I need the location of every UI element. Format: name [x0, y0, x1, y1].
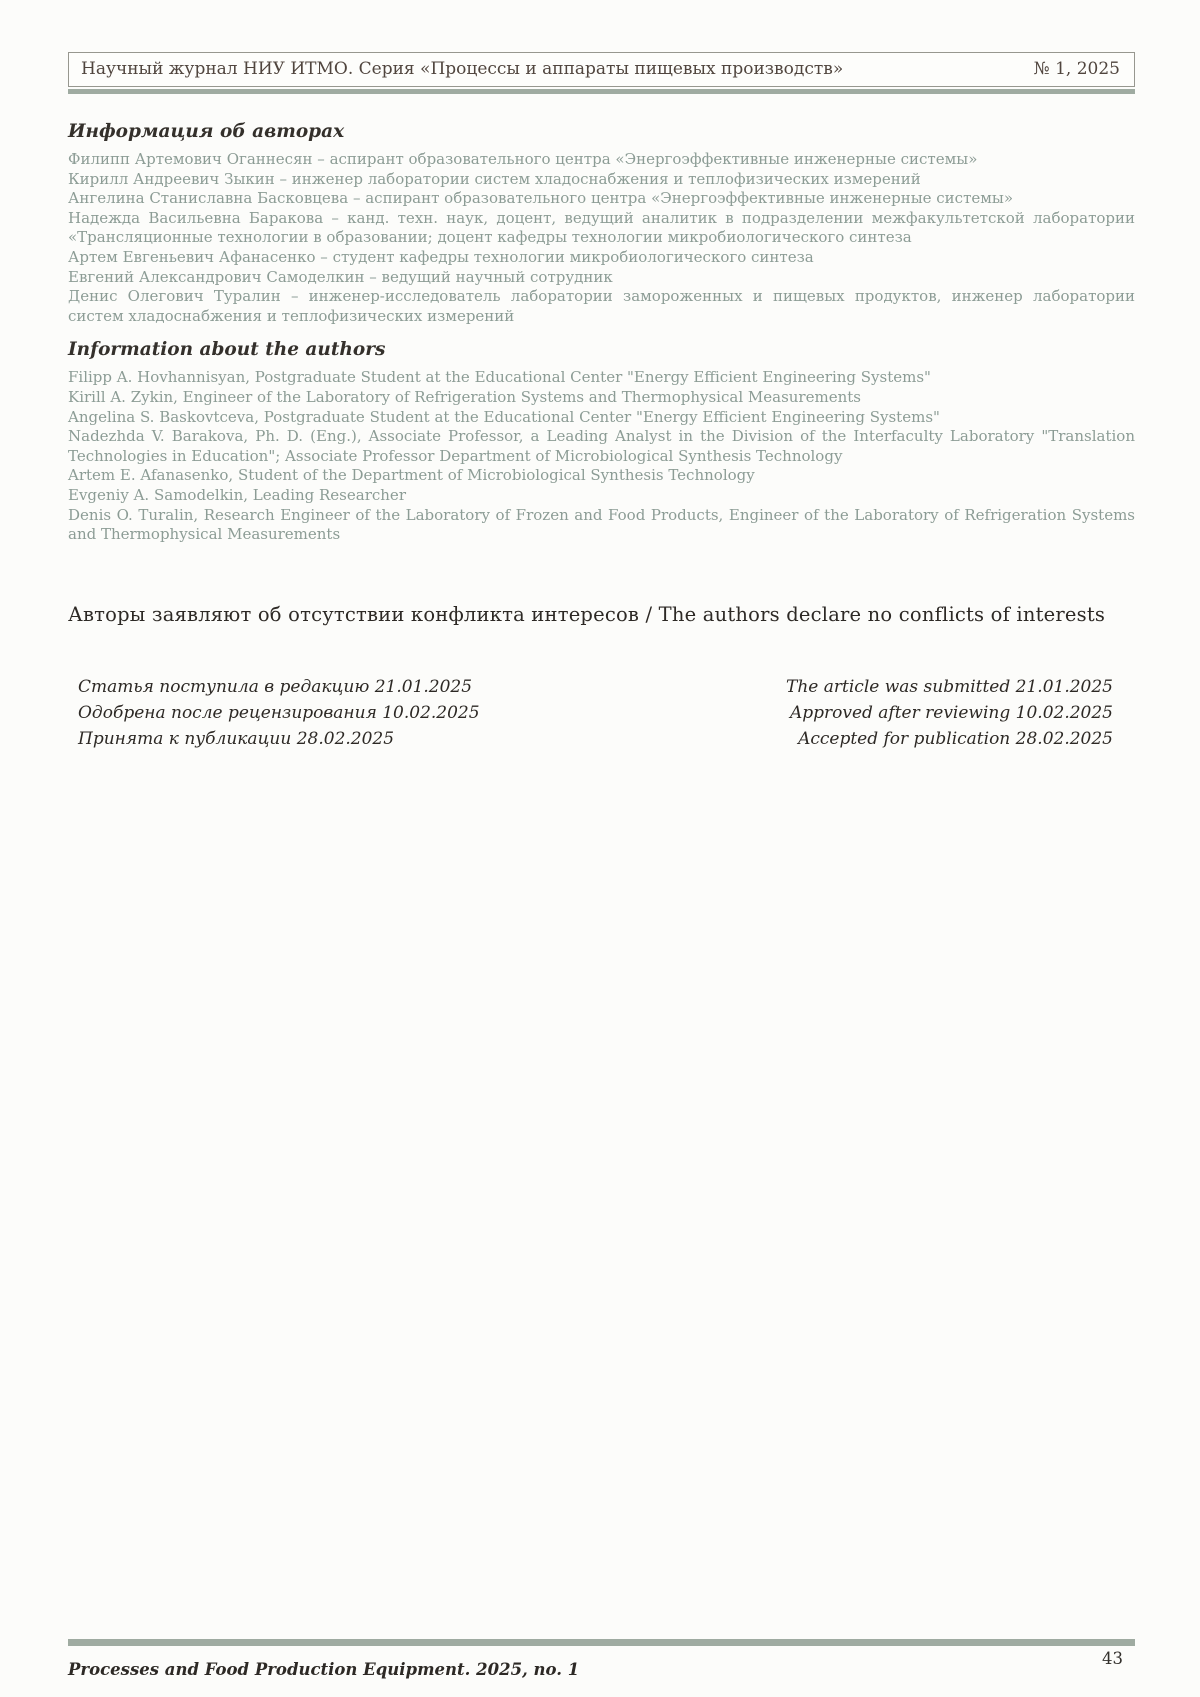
author-entry-ru: Евгений Александрович Самоделкин – ведущий научный сотрудник — [68, 267, 613, 286]
author-entry-en: Angelina S. Baskovtceva, Postgraduate Student at the Educational Center "Energy Efficient Engineering Systems" — [68, 407, 940, 426]
author-entry-en: Nadezhda V. Barakova, Ph. D. (Eng.), Associate Professor, a Leading Analyst in the Division of the Interfaculty Laboratory "Translation Technologies in Education"; Associate Professor Department of Microbiological Synthesis Technology — [68, 427, 1135, 465]
footer-journal-title: Processes and Food Production Equipment. 2025, no. 1 — [68, 1660, 580, 1679]
author-entry-en: Filipp A. Hovhannisyan, Postgraduate Student at the Educational Center "Energy Efficient Engineering Systems" — [68, 368, 931, 387]
date-accepted-en: Accepted for publication 28.02.2025 — [798, 728, 1113, 749]
page-header — [68, 52, 1135, 94]
footer-row — [68, 1646, 1135, 1679]
footer-divider-bar — [68, 1639, 1135, 1646]
journal-header-box — [68, 52, 1135, 87]
authors-en-heading: Information about the authors — [68, 339, 386, 361]
date-accepted-ru: Принята к публикации 28.02.2025 — [78, 728, 395, 749]
author-entry-ru: Филипп Артемович Оганнесян – аспирант образовательного центра «Энергоэффективные инженерные системы» — [68, 150, 978, 168]
author-entry-ru: Кирилл Андреевич Зыкин – инженер лаборатории систем хладоснабжения и теплофизических измерений — [68, 169, 921, 188]
journal-title: Научный журнал НИУ ИТМО. Серия «Процессы и аппараты пищевых производств» — [81, 59, 844, 79]
date-approved-en: Approved after reviewing 10.02.2025 — [789, 702, 1113, 723]
conflict-of-interest-statement: Авторы заявляют об отсутствии конфликта интересов / The authors declare no conflicts of interests — [68, 602, 1106, 626]
article-dates — [68, 674, 1135, 752]
date-submitted-en: The article was submitted 21.01.2025 — [786, 676, 1113, 697]
author-entry-ru: Надежда Васильевна Баракова – канд. техн. наук, доцент, ведущий аналитик в подразделении межфакультетской лаборатории «Трансляционные технологии в образовании; доцент кафедры технологии микробиологического синтеза — [68, 208, 1135, 247]
author-entry-ru: Денис Олегович Туралин – инженер-исследователь лаборатории замороженных и пищевых продуктов, инженер лаборатории систем хладоснабжения и теплофизических измерений — [68, 287, 1135, 325]
author-entry-en: Kirill A. Zykin, Engineer of the Laboratory of Refrigeration Systems and Thermophysical Measurements — [68, 387, 861, 406]
date-submitted-ru: Статья поступила в редакцию 21.01.2025 — [78, 676, 473, 697]
date-approved-ru: Одобрена после рецензирования 10.02.2025 — [78, 702, 480, 723]
page-number: 43 — [1102, 1649, 1123, 1668]
author-entry-ru: Артем Евгеньевич Афанасенко – студент кафедры технологии микробиологического синтеза — [68, 247, 814, 266]
page-footer — [68, 1639, 1135, 1679]
authors-ru-list — [68, 150, 1135, 326]
authors-ru-heading: Информация об авторах — [68, 121, 345, 142]
authors-en-list — [68, 368, 1135, 544]
author-entry-en: Artem E. Afanasenko, Student of the Department of Microbiological Synthesis Technology — [68, 466, 755, 485]
author-entry-ru: Ангелина Станиславна Басковцева – аспирант образовательного центра «Энергоэффективные инженерные системы» — [68, 189, 1014, 208]
issue-number: № 1, 2025 — [1033, 59, 1120, 79]
author-entry-en: Evgeniy A. Samodelkin, Leading Researcher — [68, 485, 406, 504]
author-entry-en: Denis O. Turalin, Research Engineer of the Laboratory of Frozen and Food Products, Engineer of the Laboratory of Refrigeration Systems and Thermophysical Measurements — [68, 505, 1135, 544]
article-dates-ru — [68, 674, 480, 752]
article-dates-en — [786, 674, 1135, 752]
